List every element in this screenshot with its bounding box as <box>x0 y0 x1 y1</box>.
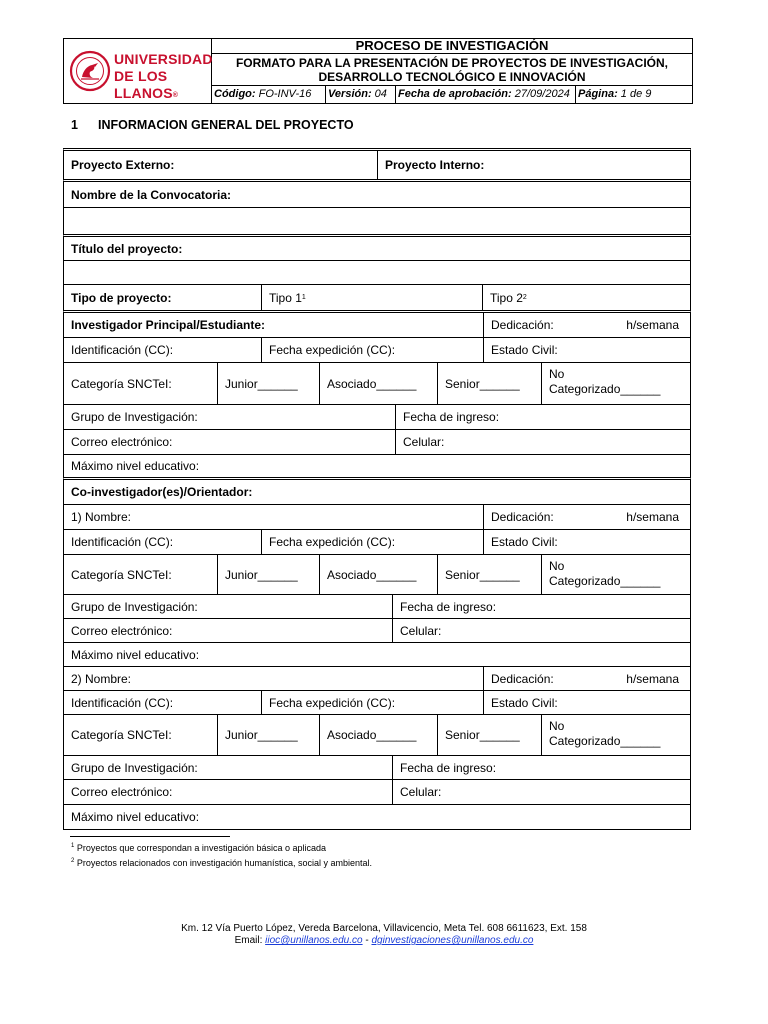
university-logo <box>64 39 212 103</box>
co2-correo-row <box>63 780 691 805</box>
co2-nivel-educativo-field[interactable]: Máximo nivel educativo: <box>71 810 200 824</box>
co2-senior-option[interactable]: Senior______ <box>437 715 541 755</box>
senior-option[interactable]: Senior______ <box>437 363 541 404</box>
co2-nombre-field[interactable]: 2) Nombre: <box>71 671 132 686</box>
tipo2-option[interactable] <box>482 285 690 310</box>
footnote-2 <box>71 858 372 868</box>
pagina-label: Página: <box>578 88 618 100</box>
co1-fecha-ingreso-field[interactable]: Fecha de ingreso: <box>392 595 690 618</box>
co2-dedicacion-label: Dedicación: <box>491 671 554 686</box>
co-investigadores-label: Co-investigador(es)/Orientador: <box>71 485 253 499</box>
investigador-principal-row <box>63 313 691 338</box>
format-subtitle-line1: FORMATO PARA LA PRESENTACIÓN DE PROYECTOS DE INVESTIGACIÓN, <box>235 56 669 70</box>
titulo-proyecto-label: Título del proyecto: <box>71 241 183 256</box>
no-categorizado-option[interactable]: No Categorizado______ <box>541 363 690 404</box>
co1-grupo-row <box>63 595 691 619</box>
codigo-value: FO-INV-16 <box>258 88 312 100</box>
co2-identificacion-row <box>63 691 691 715</box>
co1-nombre-row <box>63 505 691 530</box>
footer-email-separator: - <box>365 935 369 946</box>
proyecto-interno-field[interactable]: Proyecto Interno: <box>377 151 690 179</box>
co2-asociado-option[interactable]: Asociado______ <box>319 715 437 755</box>
co2-nombre-row <box>63 667 691 691</box>
tipo2-footnote-ref: 2 <box>522 294 527 301</box>
co1-correo-row <box>63 619 691 643</box>
identificacion-field[interactable]: Identificación (CC): <box>71 343 174 357</box>
co2-fecha-ingreso-field[interactable]: Fecha de ingreso: <box>392 756 690 779</box>
investigador-principal-label: Investigador Principal/Estudiante: <box>71 318 266 332</box>
format-subtitle-line2: DESARROLLO TECNOLÓGICO E INNOVACIÓN <box>318 70 586 84</box>
titulo-proyecto-input[interactable] <box>63 261 691 285</box>
email-link-iioc[interactable]: iioc@unillanos.edu.co <box>265 935 363 946</box>
titulo-label-row <box>63 234 691 261</box>
celular-field[interactable]: Celular: <box>395 430 690 454</box>
co1-nombre-field[interactable]: 1) Nombre: <box>71 510 132 524</box>
co1-nivel-row <box>63 643 691 667</box>
grupo-row <box>63 405 691 430</box>
co1-hsemana-label: h/semana <box>626 510 679 524</box>
format-subtitle <box>212 54 692 86</box>
university-name-line1: UNIVERSIDAD <box>114 51 213 67</box>
footnote-1-number: 1 <box>71 843 75 849</box>
co2-hsemana-label: h/semana <box>626 671 679 686</box>
co1-nivel-educativo-field[interactable]: Máximo nivel educativo: <box>71 647 200 662</box>
co1-correo-field[interactable]: Correo electrónico: <box>71 623 173 638</box>
fecha-aprobacion-label: Fecha de aprobación: <box>398 88 512 100</box>
co2-categoria-row <box>63 715 691 756</box>
footnote-2-text: Proyectos relacionados con investigación humanística, social y ambiental. <box>76 858 373 868</box>
convocatoria-label-row <box>63 179 691 208</box>
section-number: 1 <box>71 118 78 132</box>
co2-junior-option[interactable]: Junior______ <box>217 715 319 755</box>
project-type-origin-row <box>63 148 691 180</box>
pagina-value: 1 de 9 <box>620 88 652 100</box>
tipo-proyecto-label: Tipo de proyecto: <box>71 290 172 305</box>
co1-identificacion-field[interactable]: Identificación (CC): <box>71 535 174 549</box>
estado-civil-field[interactable]: Estado Civil: <box>483 338 690 362</box>
registered-mark: ® <box>172 92 179 99</box>
convocatoria-input[interactable] <box>63 208 691 235</box>
co1-junior-option[interactable]: Junior______ <box>217 555 319 594</box>
convocatoria-label: Nombre de la Convocatoria: <box>71 187 232 202</box>
version-value: 04 <box>374 88 387 100</box>
dedicacion-label: Dedicación: <box>491 318 554 332</box>
fecha-aprobacion-value: 27/09/2024 <box>514 88 570 100</box>
process-title: PROCESO DE INVESTIGACIÓN <box>212 39 692 54</box>
section-heading <box>71 118 354 132</box>
co1-categoria-row <box>63 555 691 595</box>
university-seal-icon <box>68 49 112 93</box>
co1-no-categorizado-option[interactable]: No Categorizado______ <box>541 555 690 594</box>
co-investigadores-row <box>63 480 691 505</box>
co2-estado-civil-field[interactable]: Estado Civil: <box>483 691 690 714</box>
footnote-1-text: Proyectos que correspondan a investigación básica o aplicada <box>76 843 327 853</box>
nivel-educativo-row <box>63 455 691 480</box>
footer-email-label: Email: <box>234 935 263 946</box>
co1-dedicacion-label: Dedicación: <box>491 510 554 524</box>
footnote-2-number: 2 <box>71 858 75 864</box>
footer-address: Km. 12 Vía Puerto López, Vereda Barcelona, Villavicencio, Meta Tel. 608 6611623, Ext. 158 <box>181 923 587 934</box>
codigo-label: Código: <box>214 88 256 100</box>
co1-asociado-option[interactable]: Asociado______ <box>319 555 437 594</box>
co2-correo-field[interactable]: Correo electrónico: <box>71 785 173 799</box>
university-name-line2: DE LOS LLANOS <box>114 68 173 101</box>
co2-celular-field[interactable]: Celular: <box>392 780 690 804</box>
section-title: INFORMACION GENERAL DEL PROYECTO <box>98 118 354 132</box>
co1-fecha-expedicion-field[interactable]: Fecha expedición (CC): <box>261 530 483 554</box>
correo-field[interactable]: Correo electrónico: <box>71 435 173 449</box>
version-label: Versión: <box>328 88 372 100</box>
grupo-investigacion-field[interactable]: Grupo de Investigación: <box>71 410 198 424</box>
junior-option[interactable]: Junior______ <box>217 363 319 404</box>
categoria-row <box>63 363 691 405</box>
document-meta <box>212 86 692 103</box>
co1-estado-civil-field[interactable]: Estado Civil: <box>483 530 690 554</box>
co1-grupo-field[interactable]: Grupo de Investigación: <box>71 599 198 614</box>
page-footer <box>0 923 768 947</box>
co1-categoria-label: Categoría SNCTeI: <box>71 567 172 582</box>
identificacion-row <box>63 338 691 363</box>
tipo1-label: Tipo 1 <box>269 290 302 305</box>
tipo2-label: Tipo 2 <box>490 290 523 305</box>
co2-categoria-label: Categoría SNCTeI: <box>71 728 172 742</box>
footnote-1 <box>71 843 326 853</box>
co1-identificacion-row <box>63 530 691 555</box>
project-info-form <box>63 148 691 830</box>
university-name <box>114 51 213 104</box>
categoria-label: Categoría SNCTeI: <box>71 376 172 391</box>
fecha-expedicion-field[interactable]: Fecha expedición (CC): <box>261 338 483 362</box>
hsemana-label: h/semana <box>626 318 679 332</box>
email-link-dginvestigaciones[interactable]: dginvestigaciones@unillanos.edu.co <box>371 935 534 946</box>
co2-no-categorizado-option[interactable]: No Categorizado______ <box>541 715 690 755</box>
tipo1-option[interactable] <box>261 285 482 310</box>
tipo1-footnote-ref: 1 <box>301 294 306 301</box>
tipo-proyecto-row <box>63 285 691 313</box>
proyecto-externo-field[interactable]: Proyecto Externo: <box>71 158 175 172</box>
co2-fecha-expedicion-field[interactable]: Fecha expedición (CC): <box>261 691 483 714</box>
co1-celular-field[interactable]: Celular: <box>392 619 690 642</box>
correo-row <box>63 430 691 455</box>
footnote-divider <box>70 836 230 837</box>
co2-grupo-field[interactable]: Grupo de Investigación: <box>71 760 198 775</box>
document-header <box>63 38 693 104</box>
co2-identificacion-field[interactable]: Identificación (CC): <box>71 695 174 710</box>
co1-senior-option[interactable]: Senior______ <box>437 555 541 594</box>
co2-grupo-row <box>63 756 691 780</box>
co2-nivel-row <box>63 805 691 830</box>
nivel-educativo-field[interactable]: Máximo nivel educativo: <box>71 459 200 473</box>
fecha-ingreso-field[interactable]: Fecha de ingreso: <box>395 405 690 429</box>
asociado-option[interactable]: Asociado______ <box>319 363 437 404</box>
